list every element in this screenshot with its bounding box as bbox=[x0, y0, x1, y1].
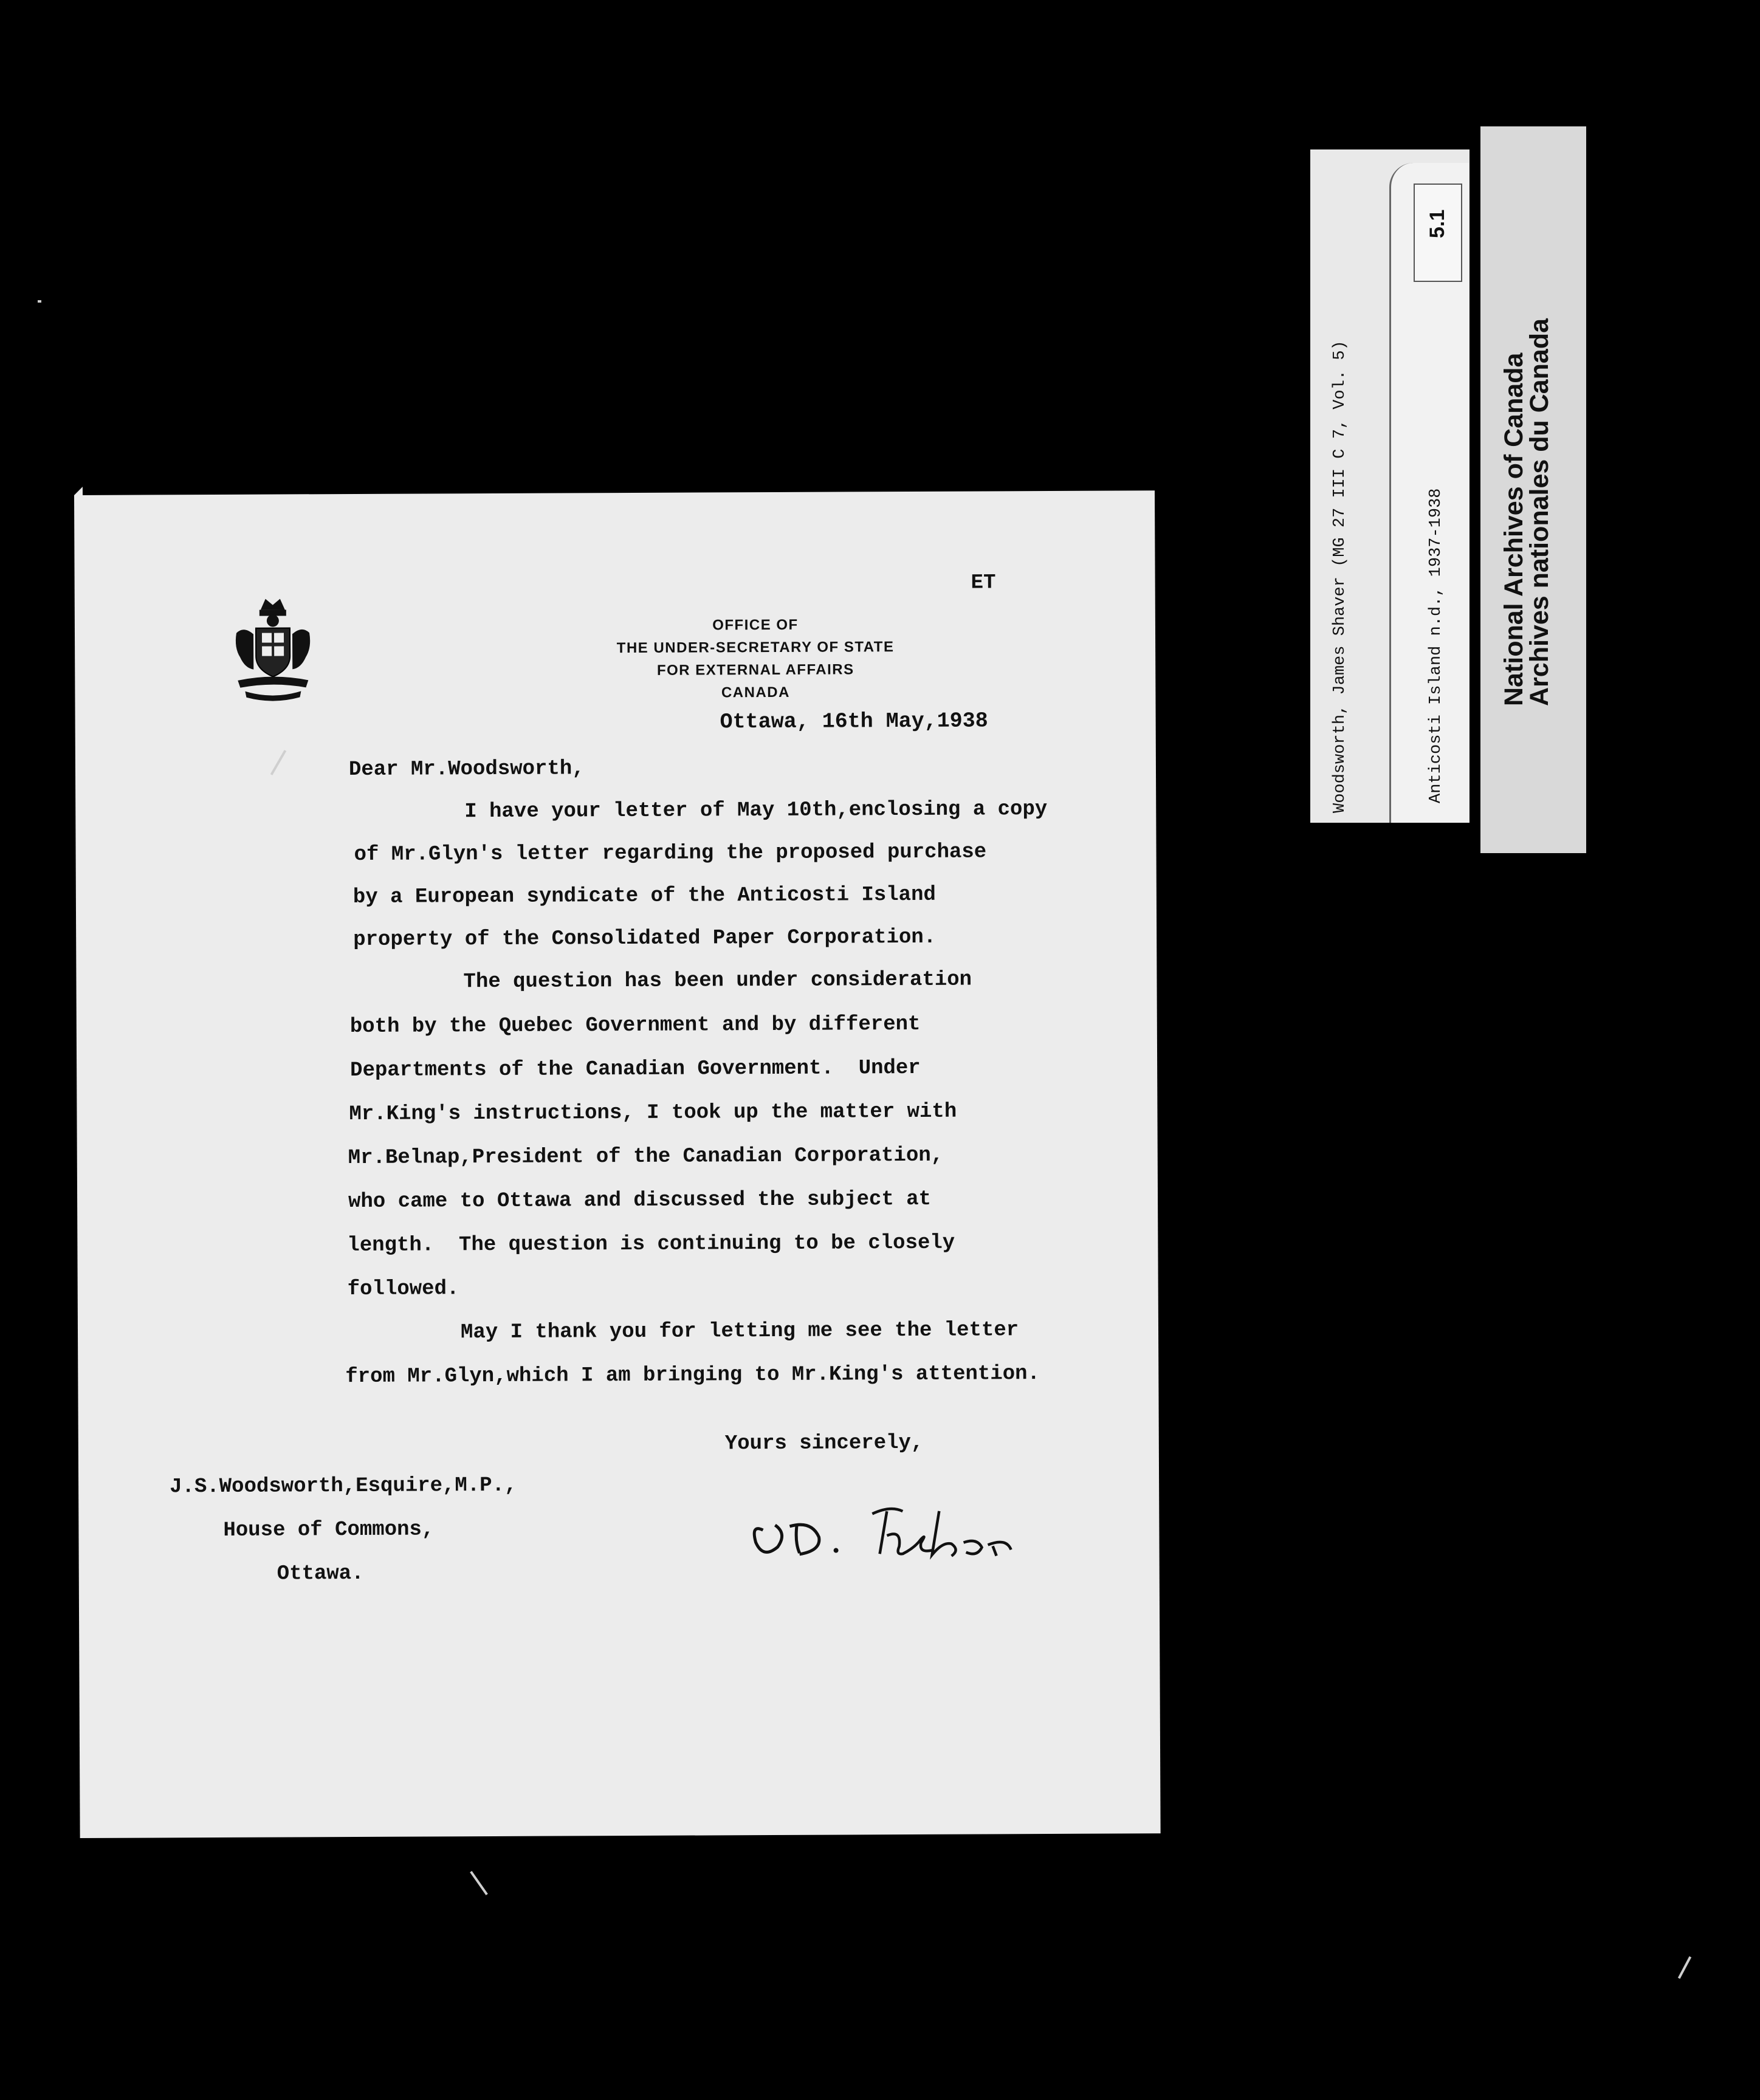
coat-of-arms-icon bbox=[232, 596, 315, 704]
archive-stamp bbox=[1501, 318, 1552, 706]
letterhead-line: THE UNDER-SECRETARY OF STATE bbox=[616, 639, 895, 657]
body-line: from Mr.Glyn,which I am bringing to Mr.King's attention. bbox=[345, 1362, 1040, 1389]
letter-page bbox=[74, 490, 1161, 1838]
closing: Yours sincerely, bbox=[724, 1431, 924, 1456]
body-line: I have your letter of May 10th,enclosing a copy bbox=[464, 798, 1048, 824]
scan-speck bbox=[470, 1871, 488, 1895]
scan-speck bbox=[38, 300, 41, 303]
body-line: Mr.Belnap,President of the Canadian Corporation, bbox=[348, 1144, 944, 1170]
letterhead-line: OFFICE OF bbox=[712, 616, 799, 634]
body-line: May I thank you for letting me see the letter bbox=[460, 1319, 1019, 1345]
letterhead-line: CANADA bbox=[721, 684, 790, 701]
salutation: Dear Mr.Woodsworth, bbox=[348, 757, 585, 782]
handwritten-signature bbox=[738, 1486, 1043, 1566]
recipient-address bbox=[170, 1464, 517, 1596]
address-line: Ottawa. bbox=[277, 1562, 364, 1586]
body-line: property of the Consolidated Paper Corporation. bbox=[353, 925, 937, 952]
letterhead bbox=[555, 613, 957, 705]
body-line: length. The question is continuing to be closely bbox=[347, 1231, 955, 1258]
body-line: The question has been under consideration bbox=[463, 968, 972, 994]
page-corner bbox=[74, 487, 83, 495]
typist-initials: ET bbox=[971, 571, 996, 595]
address-line: J.S.Woodsworth,Esquire,M.P., bbox=[170, 1474, 517, 1499]
letterhead-line: FOR EXTERNAL AFFAIRS bbox=[656, 661, 854, 679]
body-line: Mr.King's instructions, I took up the matter with bbox=[349, 1100, 957, 1127]
collection-label: Woodsworth, James Shaver (MG 27 III C 7, Vol. 5) bbox=[1331, 340, 1349, 813]
address-line: House of Commons, bbox=[223, 1518, 435, 1542]
scan-speck bbox=[1678, 1956, 1691, 1978]
body-line: who came to Ottawa and discussed the subject at bbox=[348, 1187, 932, 1214]
body-line: of Mr.Glyn's letter regarding the proposed purchase bbox=[354, 840, 987, 866]
body-line: followed. bbox=[347, 1277, 459, 1302]
archive-stamp-en: National Archives of Canada bbox=[1499, 352, 1528, 706]
file-title-label: Anticosti Island n.d., 1937-1938 bbox=[1427, 488, 1445, 803]
body-line: both by the Quebec Government and by different bbox=[349, 1012, 921, 1039]
body-line: by a European syndicate of the Anticosti Island bbox=[352, 883, 936, 910]
body-line: Departments of the Canadian Government. Under bbox=[350, 1056, 921, 1083]
letter-date: Ottawa, 16th May,1938 bbox=[720, 709, 988, 735]
file-number: 5.1 bbox=[1426, 209, 1449, 238]
archive-stamp-fr: Archives nationales du Canada bbox=[1525, 318, 1554, 706]
